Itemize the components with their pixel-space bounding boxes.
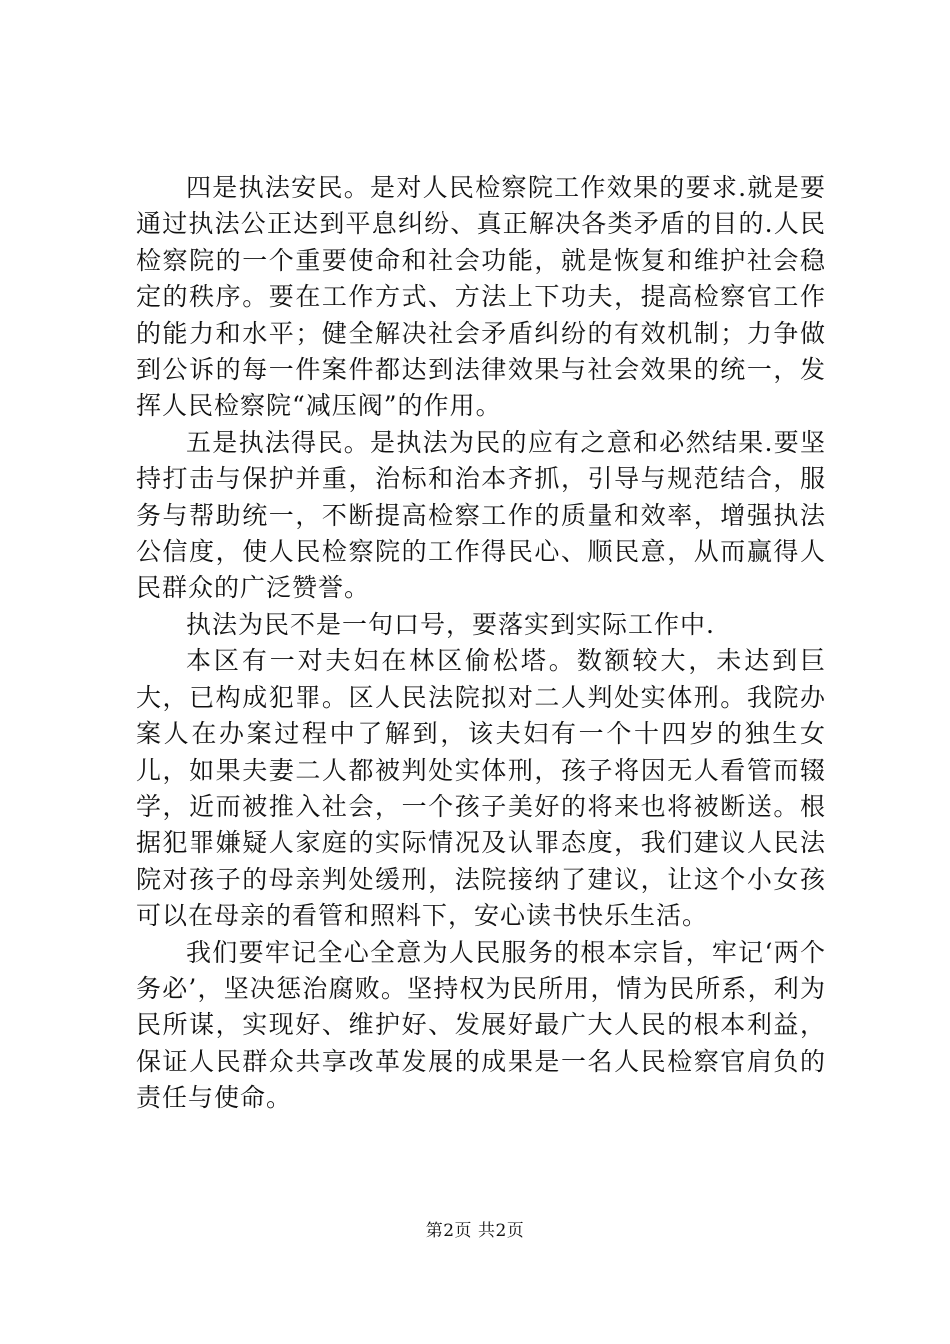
paragraph-law-enforcement-peace: 四是执法安民。是对人民检察院工作效果的要求.就是要通过执法公正达到平息纠纷、真正解决各类矛盾的目的.人民检察院的一个重要使命和社会功能，就是恢复和维护社会稳定的秩序。要在工作方式、方法上下功夫，提高检察官工作的能力和水平；健全解决社会矛盾纠纷的有效机制；力争做到公诉的每一件案件都达到法律效果与社会效果的统一，发挥人民检察院“减压阀”的作用。 [136, 173, 826, 421]
paragraph-law-enforcement-support: 五是执法得民。是执法为民的应有之意和必然结果.要坚持打击与保护并重，治标和治本齐抓，引导与规范结合，服务与帮助统一，不断提高检察工作的质量和效率，增强执法公信度，使人民检察院的工作得民心、顺民意，从而赢得人民群众的广泛赞誉。 [136, 427, 826, 603]
document-body [136, 170, 826, 1117]
paragraph-case-example: 本区有一对夫妇在林区偷松塔。数额较大，未达到巨大，已构成犯罪。区人民法院拟对二人判处实体刑。我院办案人在办案过程中了解到，该夫妇有一个十四岁的独生女儿，如果夫妻二人都被判处实体刑，孩子将因无人看管而辍学，近而被推入社会，一个孩子美好的将来也将被断送。根据犯罪嫌疑人家庭的实际情况及认罪态度，我们建议人民法院对孩子的母亲判处缓刑，法院接纳了建议，让这个小女孩可以在母亲的看管和照料下，安心读书快乐生活。 [136, 646, 826, 931]
paragraph-conclusion: 我们要牢记全心全意为人民服务的根本宗旨，牢记‘两个务必’，坚决惩治腐败。坚持权为民所用，情为民所系，利为民所谋，实现好、维护好、发展好最广大人民的根本利益，保证人民群众共享改革发展的成果是一名人民检察官肩负的责任与使命。 [136, 937, 826, 1113]
page-number-footer: 第2页 共2页 [425, 1221, 525, 1241]
paragraph-not-a-slogan: 执法为民不是一句口号，要落实到实际工作中. [186, 609, 715, 639]
